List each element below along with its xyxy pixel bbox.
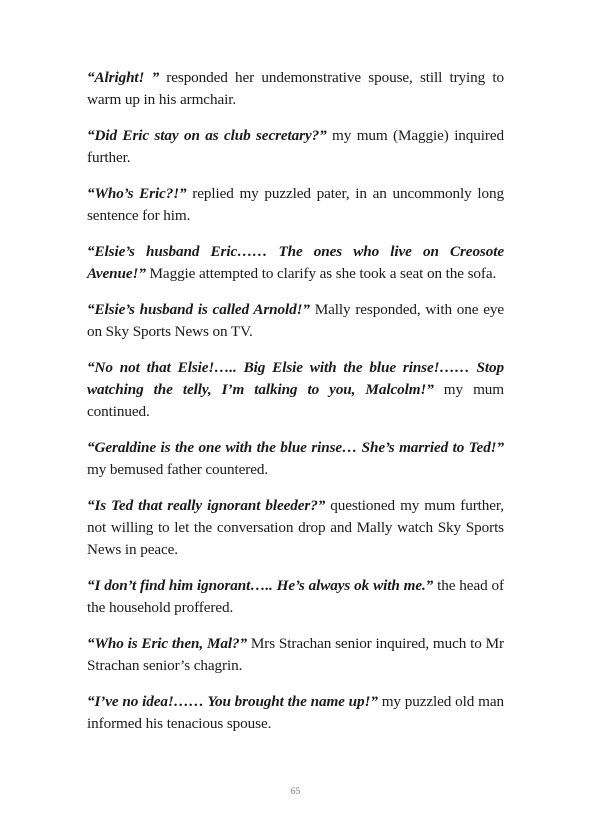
narration: replied my puzzled pater, in an uncommonly long sentence for him. — [87, 185, 504, 224]
narration: my mum (Maggie) inquired further. — [87, 127, 505, 166]
page-body — [87, 67, 504, 749]
dialogue-speech: “No not that Elsie!….. Big Elsie with the blue rinse!…… Stop watching the telly, I’m talking to you, Malcolm!” — [87, 359, 504, 398]
paragraph — [87, 575, 504, 619]
paragraph — [87, 495, 504, 561]
narration: questioned my mum further, not willing to let the conversation drop and Mally watch Sky Sports News in peace. — [87, 497, 504, 558]
dialogue-speech: “I’ve no idea!…… You brought the name up!” — [87, 693, 378, 710]
dialogue-speech: “I don’t find him ignorant….. He’s always ok with me.” — [87, 577, 434, 594]
dialogue-speech: “Elsie’s husband is called Arnold!” — [87, 301, 310, 318]
narration: Maggie attempted to clarify as she took a seat on the sofa. — [145, 265, 497, 282]
dialogue-speech: “Is Ted that really ignorant bleeder?” — [87, 497, 326, 514]
narration: my mum continued. — [87, 381, 504, 420]
paragraph — [87, 357, 504, 423]
paragraph — [87, 633, 504, 677]
narration: the head of the household proffered. — [87, 577, 504, 616]
dialogue-speech: “Alright! ” — [87, 69, 160, 86]
narration: my bemused father countered. — [87, 461, 269, 478]
paragraph — [87, 299, 504, 343]
narration: responded her undemonstrative spouse, still trying to warm up in his armchair. — [87, 69, 504, 108]
dialogue-speech: “Who is Eric then, Mal?” — [87, 635, 247, 652]
narration: my puzzled old man informed his tenacious spouse. — [87, 693, 504, 732]
dialogue-speech: “Geraldine is the one with the blue rinse… She’s married to Ted!” — [87, 439, 504, 456]
paragraph — [87, 241, 504, 285]
paragraph — [87, 183, 504, 227]
dialogue-speech: “Did Eric stay on as club secretary?” — [87, 127, 327, 144]
page-number: 65 — [290, 787, 301, 797]
paragraph — [87, 67, 504, 111]
paragraph — [87, 125, 504, 169]
narration: Mally responded, with one eye on Sky Sports News on TV. — [87, 301, 504, 340]
dialogue-speech: “Who’s Eric?!” — [87, 185, 187, 202]
paragraph — [87, 437, 504, 481]
narration: Mrs Strachan senior inquired, much to Mr Strachan senior’s chagrin. — [87, 635, 504, 674]
dialogue-speech: “Elsie’s husband Eric…… The ones who live on Creosote Avenue!” — [87, 243, 504, 282]
paragraph — [87, 691, 504, 735]
